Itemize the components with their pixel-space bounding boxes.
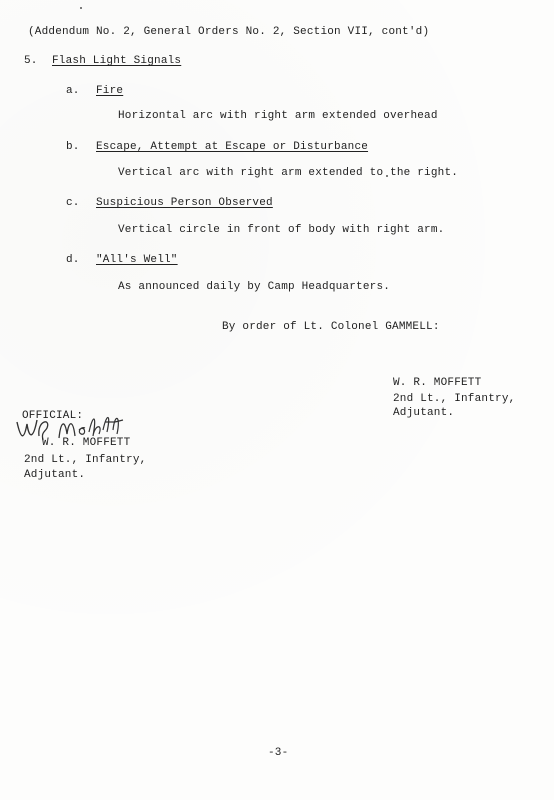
- official-rank: 2nd Lt., Infantry,: [24, 454, 147, 466]
- section-number: 5.: [24, 55, 38, 67]
- official-label: OFFICIAL:: [22, 410, 84, 422]
- official-title: Adjutant.: [24, 469, 86, 481]
- item-description-escape: Vertical arc with right arm extended to the right.: [118, 167, 459, 179]
- item-letter-a: a.: [66, 85, 80, 97]
- signature-name: W. R. MOFFETT: [393, 377, 482, 389]
- header-continuation: (Addendum No. 2, General Orders No. 2, Section VII, cont'd): [28, 26, 430, 38]
- item-title-fire: Fire: [96, 85, 124, 97]
- item-title-alls-well: "All's Well": [96, 254, 178, 266]
- order-line: By order of Lt. Colonel GAMMELL:: [222, 321, 440, 333]
- item-letter-b: b.: [66, 141, 80, 153]
- signature-rank: 2nd Lt., Infantry,: [393, 393, 516, 405]
- paper-speck: [80, 7, 82, 9]
- signature-title: Adjutant.: [393, 407, 455, 419]
- official-name: W. R. MOFFETT: [42, 437, 131, 449]
- item-title-suspicious-person: Suspicious Person Observed: [96, 197, 273, 209]
- item-description-suspicious-person: Vertical circle in front of body with right arm.: [118, 224, 445, 236]
- item-letter-d: d.: [66, 254, 80, 266]
- item-description-fire: Horizontal arc with right arm extended overhead: [118, 110, 438, 122]
- section-title: Flash Light Signals: [52, 55, 182, 67]
- page-number: -3-: [268, 747, 289, 759]
- item-title-escape: Escape, Attempt at Escape or Disturbance: [96, 141, 369, 153]
- item-description-alls-well: As announced daily by Camp Headquarters.: [118, 281, 391, 293]
- item-letter-c: c.: [66, 197, 80, 209]
